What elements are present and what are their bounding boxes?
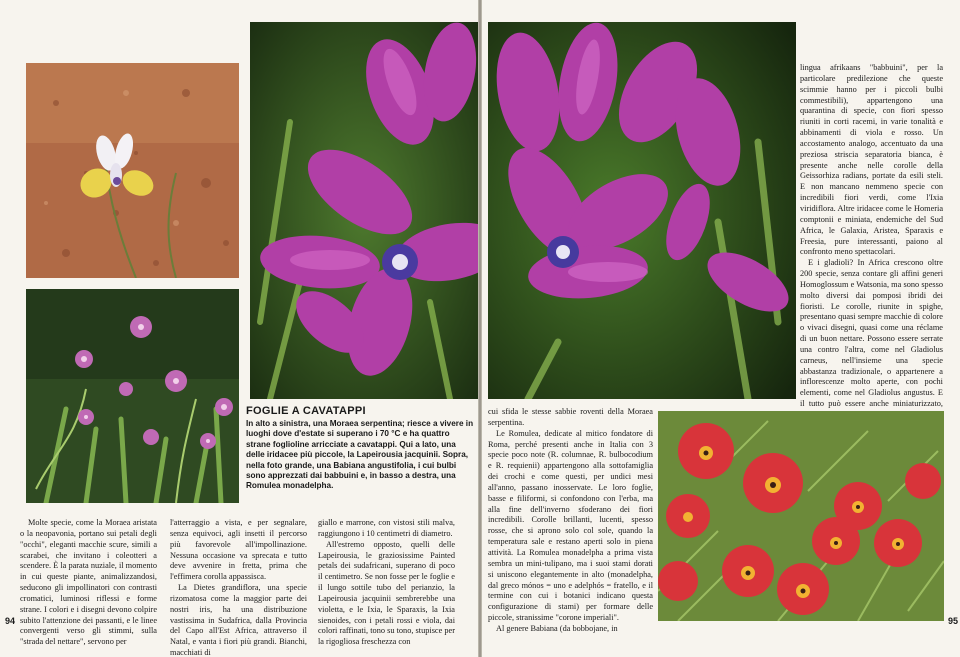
romulea-photo xyxy=(658,411,944,621)
lapeirousia-photo xyxy=(26,289,239,503)
paragraph: l'atterraggio a vista, e per segnalare, senza equivoci, agli insetti il percorso più favorevole all'impollinazione. Nessuna occasione va sprecata e tutto deve avvenire in fretta, prima che l'effimera corolla appassisca. xyxy=(170,518,307,582)
caption-title: FOGLIE A CAVATAPPI xyxy=(246,405,366,417)
paragraph: cui sfida le stesse sabbie roventi della Moraea serpentina. xyxy=(488,407,653,427)
paragraph: Al genere Babiana (da bobbojane, in xyxy=(496,623,618,633)
left-column-1 xyxy=(20,518,157,648)
paragraph: La Dietes grandiflora, una specie rizomatosa come la maggior parte dei nostri iris, ha una distribuzione vastissima in Sudafrica, dalla Provincia del Capo all'Est Africa, attraverso il Natal, e vanta i fiori più grandi. Bianchi, macchiati di xyxy=(170,583,307,657)
paragraph: Le Romulea, dedicate al mitico fondatore di Roma, perché presenti anche in Italia con 3 specie poco note (R. columnae, R. bulbocodium e R. requienii) appartengono alla sottofamiglia dei crochi e come questi, per undici mesi all'anno, passano inosservate. Le loro foglie, basse e filiformi, si confondono con l'erba, ma alla fine dell'inverno sfoderano dei fiori incredibili. Corolle brillanti, lucenti, spesso rosse, che si aprono solo col sole, quando la temperatura sale e restano aperti solo in piena attività. La Romulea monadelpha a prima vista sembra un mini-tulipano, ma i suoi stami dorati si uniscono elegantemente in alto (monadelpha, dal greco mónos = uno e adelphós = fratello, e il termine con cui i botanici indicano questa configurazione di stami) per formare delle piccole, stranissime "corone imperiali". xyxy=(488,428,653,623)
page-number-left: 94 xyxy=(5,616,16,626)
paragraph: giallo e marrone, con vistosi stili malva, raggiungono i 10 centimetri di diametro. xyxy=(318,518,455,538)
moraea-photo xyxy=(26,63,239,278)
paragraph: Molte specie, come la Moraea aristata o la neopavonia, portano sui petali degli "occhi", eleganti macchie scure, simili a scarabei, che invitano i coleotteri a scendere. È la parata nuziale, il momento in cui queste piante, animalizzandosi, seducono gli impollinatori con contrasti cromatici, luminosi riflessi e forme strane. I colori e i disegni devono colpire subito l'attenzione dei passanti, e le linee convergenti verso gli stimmi, sulla "strada del nettare", servono per xyxy=(20,518,157,647)
right-page xyxy=(482,0,960,657)
paragraph: E i gladioli? In Africa crescono oltre 200 specie, senza contare gli affini generi Homoglossum e Watsonia, ma sono spesso molto diversi dai pomposi ibridi dei fioristi. Le corolle, riunite in spighe, presentano quasi sempre macchie di colore o vivaci disegni, quasi come una réclame di un buon nettare. Possono essere serrate una contro l'altra, come nel Gladiolus carneus, nell'insieme una specie abbastanza tradizionale, o appartenere a inflorescenze molto aperte, con pochi elementi, come nel Gladiolus angustus. E il tutto può essere anche miniaturizzato, xyxy=(800,258,943,409)
left-column-3 xyxy=(318,518,455,648)
caption-text: In alto a sinistra, una Moraea serpentina; riesce a vivere in luoghi dove d'estate si superano i 70 °C e ha quattro strane foglioline arricciate a cavatappi. Qui a lato, una delle iridacee più piccole, la Lapeirousia jacquinii. Sopra, nella foto grande, una Babiana angustifolia, i cui bulbi sono apprezzati dai babbuini e, in basso a destra, una Romulea monadelpha. xyxy=(246,419,474,491)
babiana-photo-right xyxy=(488,22,796,399)
paragraph: lingua afrikaans "babbuini", per la particolare predilezione che queste scimmie hanno per i piccoli bulbi commestibili), appartengono una quarantina di specie, con fiori spesso riuniti in corti racemi, in varie tonalità e abbinamenti di viola e rosso. Un accostamento analogo, accentuato da una preziosa striscia separatoria bianca, è presente anche nelle corolle della Geissorhiza radians, portate da esili steli. E non mancano nemmeno specie con incredibili fiori verdi, come l'Ixia viridiflora. Altre iridacee come le Homeria comptonii e miniata, endemiche del Sud Africa, le Galaxia, Aristea, Sparaxis e Freesia, pure interessanti, paiono al confronto meno spettacolari. xyxy=(800,63,943,257)
paragraph: All'estremo opposto, quelli delle Lapeirousia, le graziosissime Painted petals dei sudafricani, superano di poco il centimetro. Se non fosse per le foglie e il lungo sottile tubo del perianzio, la Lapeirousia jacquinii sembrerebbe una violetta, e le Ixia, le Sparaxis, la Ixia sienoides, con i petali rossi e viola, dai colori raffinati, tono su tono, stupisce per la rigogliosa freschezza con xyxy=(318,539,455,647)
left-column-2 xyxy=(170,518,307,657)
right-bottom-column xyxy=(488,407,653,635)
babiana-photo-left xyxy=(250,22,478,399)
page-number-right: 95 xyxy=(948,616,959,626)
left-page xyxy=(0,0,478,657)
